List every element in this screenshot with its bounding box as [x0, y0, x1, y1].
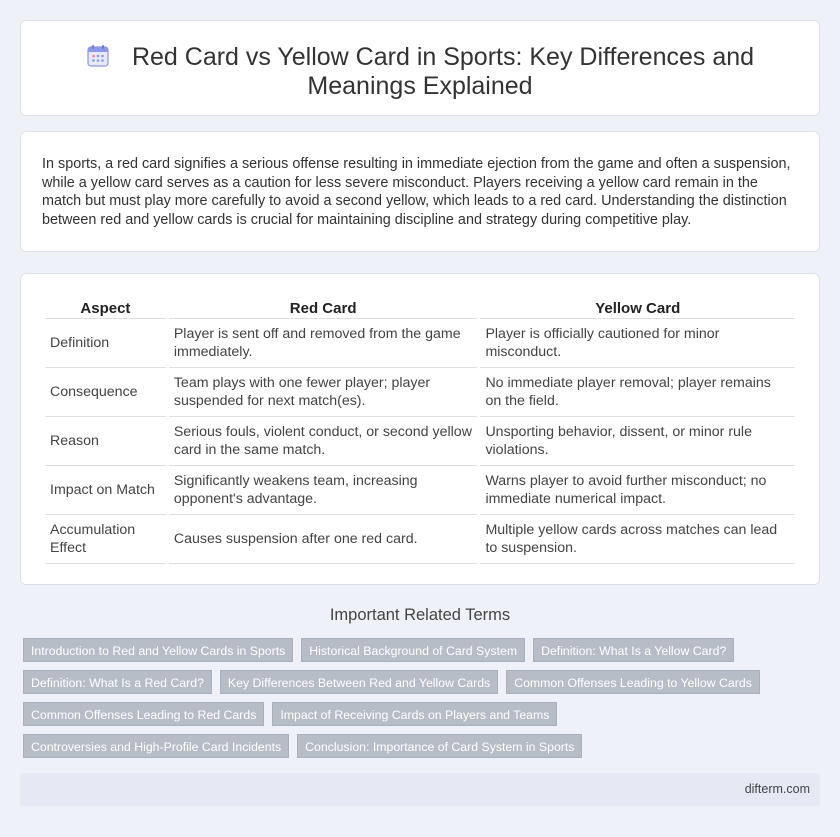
cell-yellow-card: Warns player to avoid further misconduct; no immediate numerical impact.	[480, 468, 795, 515]
footer-site-link[interactable]: difterm.com	[744, 782, 810, 796]
cell-yellow-card: Unsporting behavior, dissent, or minor rule violations.	[480, 419, 795, 466]
cell-aspect: Definition	[45, 321, 166, 368]
cell-yellow-card: Multiple yellow cards across matches can lead to suspension.	[480, 517, 795, 564]
cell-aspect: Consequence	[45, 370, 166, 417]
related-terms-list	[23, 638, 813, 758]
header-aspect: Aspect	[45, 297, 166, 319]
related-term-tag[interactable]: Impact of Receiving Cards on Players and Teams	[272, 702, 557, 726]
cell-red-card: Significantly weakens team, increasing opponent's advantage.	[169, 468, 478, 515]
footer	[20, 773, 820, 806]
table-row	[45, 321, 795, 368]
related-term-tag[interactable]: Historical Background of Card System	[301, 638, 525, 662]
intro-paragraph: In sports, a red card signifies a serious offense resulting in immediate ejection from the game and often a suspension, while a yellow card serves as a caution for less severe misconduct. Players receiving a yellow card remain in the match but must play more carefully to avoid a second yellow, which leads to a red card. Understanding the distinction between red and yellow cards is crucial for maintaining discipline and strategy during competitive play.	[42, 156, 791, 228]
cell-red-card: Team plays with one fewer player; player suspended for next match(es).	[169, 370, 478, 417]
related-term-tag[interactable]: Conclusion: Importance of Card System in Sports	[297, 734, 582, 758]
table-row	[45, 517, 795, 564]
related-term-tag[interactable]: Common Offenses Leading to Yellow Cards	[506, 670, 760, 694]
page-title	[41, 43, 799, 101]
cell-red-card: Serious fouls, violent conduct, or second yellow card in the same match.	[169, 419, 478, 466]
related-terms-title: Important Related Terms	[329, 606, 511, 624]
cell-aspect: Accumulation Effect	[45, 517, 166, 564]
table-row	[45, 370, 795, 417]
cell-yellow-card: No immediate player removal; player remains on the field.	[480, 370, 795, 417]
related-term-tag[interactable]: Controversies and High-Profile Card Incidents	[23, 734, 289, 758]
cell-yellow-card: Player is officially cautioned for minor misconduct.	[480, 321, 795, 368]
table-row	[45, 468, 795, 515]
comparison-table	[42, 295, 798, 566]
header-yellow-card: Yellow Card	[480, 297, 795, 319]
related-term-tag[interactable]: Definition: What Is a Yellow Card?	[533, 638, 734, 662]
intro-card	[20, 131, 820, 252]
related-term-tag[interactable]: Common Offenses Leading to Red Cards	[23, 702, 264, 726]
related-term-tag[interactable]: Introduction to Red and Yellow Cards in Sports	[23, 638, 293, 662]
cell-red-card: Causes suspension after one red card.	[169, 517, 478, 564]
table-header-row	[45, 297, 795, 319]
calendar-icon	[86, 44, 110, 68]
page-title-text: Red Card vs Yellow Card in Sports: Key Differences and Meanings Explained	[131, 43, 755, 100]
header-card	[20, 20, 820, 116]
cell-aspect: Impact on Match	[45, 468, 166, 515]
related-term-tag[interactable]: Definition: What Is a Red Card?	[23, 670, 212, 694]
header-red-card: Red Card	[169, 297, 478, 319]
cell-red-card: Player is sent off and removed from the game immediately.	[169, 321, 478, 368]
table-row	[45, 419, 795, 466]
comparison-table-card	[20, 273, 820, 585]
cell-aspect: Reason	[45, 419, 166, 466]
related-term-tag[interactable]: Key Differences Between Red and Yellow Cards	[220, 670, 498, 694]
